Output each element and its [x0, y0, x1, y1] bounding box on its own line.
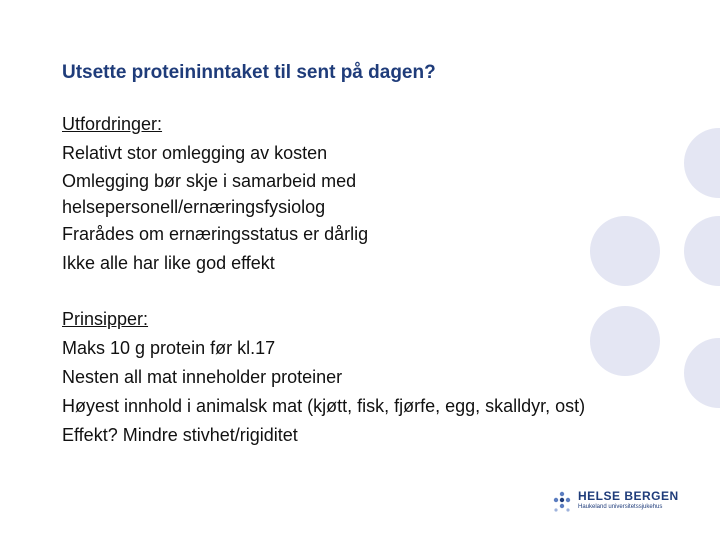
principle-item: Maks 10 g protein før kl.17 [62, 338, 276, 358]
challenge-item: Ikke alle har like god effekt [62, 253, 275, 273]
slide-body [62, 110, 662, 450]
principles-heading: Prinsipper: [62, 309, 149, 329]
slide-title: Utsette proteininntaket til sent på dagen? [62, 62, 436, 83]
principle-item: Høyest innhold i animalsk mat (kjøtt, fisk, fjørfe, egg, skalldyr, ost) [62, 396, 586, 416]
logo-dots-icon [550, 490, 574, 514]
challenge-item: Relativt stor omlegging av kosten [62, 143, 328, 163]
challenges-heading: Utfordringer: [62, 114, 163, 134]
decorative-circle [684, 216, 720, 286]
principle-item: Effekt? Mindre stivhet/rigiditet [62, 425, 298, 445]
decorative-circle [684, 338, 720, 408]
decorative-circle [684, 128, 720, 198]
principle-item: Nesten all mat inneholder proteiner [62, 367, 343, 387]
section-spacer [62, 278, 662, 305]
logo-subtitle: Haukeland universitetssjukehus [578, 504, 663, 510]
challenge-item: Frarådes om ernæringsstatus er dårlig [62, 224, 369, 244]
helse-bergen-logo [550, 488, 680, 516]
challenge-item: Omlegging bør skje i samarbeid med helsepersonell/ernæringsfysiolog [62, 171, 357, 217]
logo-name: HELSE BERGEN [578, 489, 679, 503]
